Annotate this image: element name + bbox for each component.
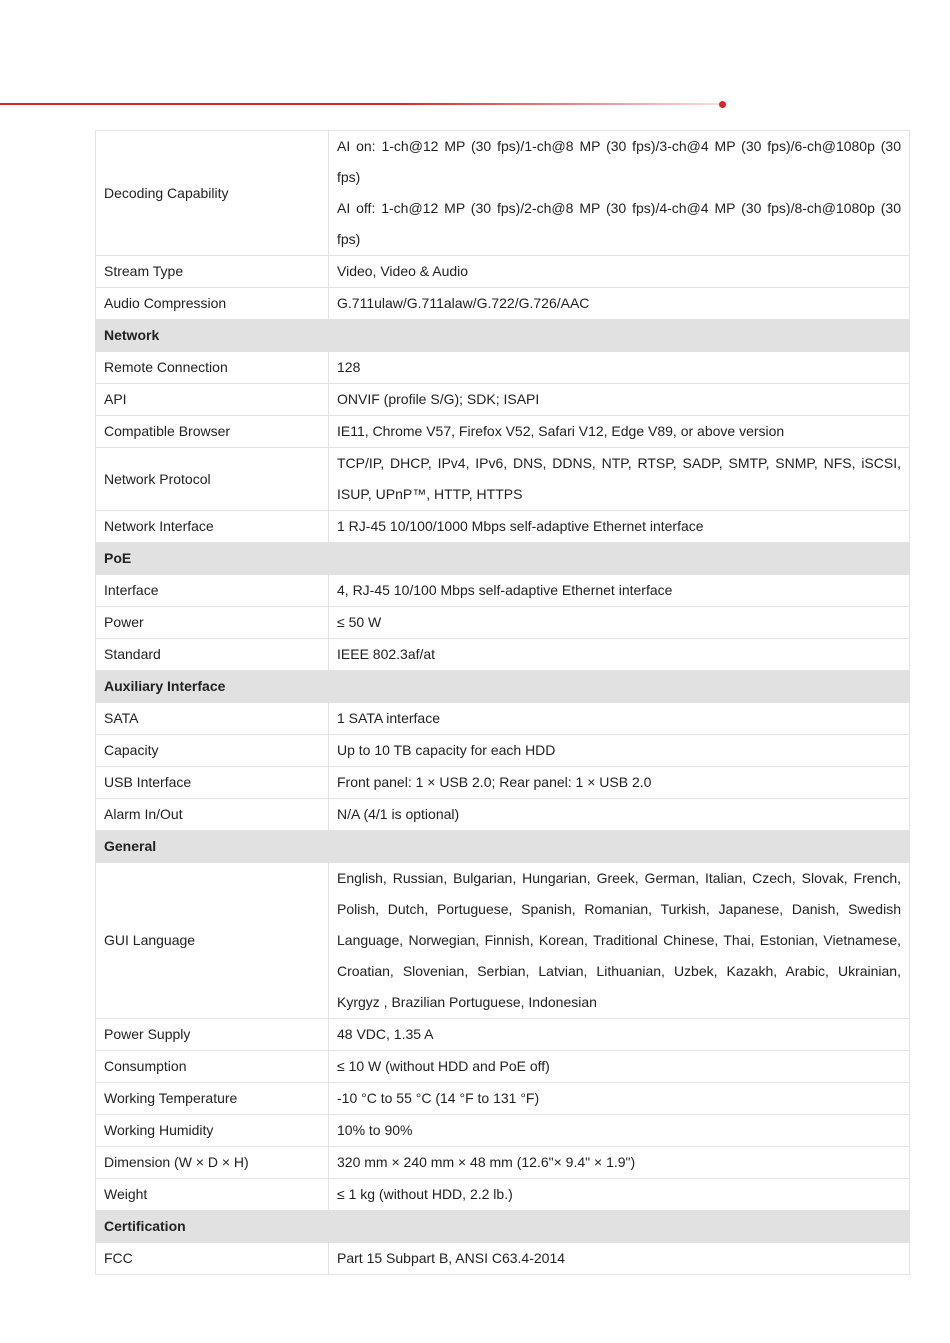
spec-row: [96, 1051, 910, 1083]
spec-row: [96, 448, 910, 511]
spec-value: [329, 735, 910, 767]
spec-label: USB Interface: [96, 767, 329, 799]
spec-value-line: 1 SATA interface: [337, 710, 440, 726]
spec-value: [329, 703, 910, 735]
spec-row: [96, 1179, 910, 1211]
spec-value-line: 1 RJ-45 10/100/1000 Mbps self-adaptive Ethernet interface: [337, 518, 704, 534]
spec-label: Power: [96, 607, 329, 639]
section-header-row: [96, 543, 910, 575]
spec-label: Working Temperature: [96, 1083, 329, 1115]
spec-value-line: ≤ 10 W (without HDD and PoE off): [337, 1058, 550, 1074]
spec-row: [96, 735, 910, 767]
spec-value-line: 128: [337, 359, 361, 375]
spec-value: [329, 863, 910, 1019]
section-filler: [329, 320, 910, 352]
spec-value: [329, 384, 910, 416]
spec-label: Compatible Browser: [96, 416, 329, 448]
spec-row: [96, 607, 910, 639]
spec-value-line: TCP/IP, DHCP, IPv4, IPv6, DNS, DDNS, NTP, RTSP, SADP, SMTP, SNMP, NFS, iSCSI, ISUP, UPnP™, HTTP, HTTPS: [337, 455, 901, 502]
spec-label: Decoding Capability: [96, 131, 329, 256]
spec-row: [96, 767, 910, 799]
spec-label: Network Protocol: [96, 448, 329, 511]
spec-value: [329, 1179, 910, 1211]
spec-value: [329, 131, 910, 256]
specification-table: [95, 130, 910, 1275]
spec-row: [96, 256, 910, 288]
spec-value-line: -10 °C to 55 °C (14 °F to 131 °F): [337, 1090, 540, 1106]
spec-value: [329, 767, 910, 799]
section-header-row: [96, 320, 910, 352]
spec-label: Capacity: [96, 735, 329, 767]
spec-row: [96, 703, 910, 735]
spec-row: [96, 863, 910, 1019]
spec-value-line: AI off: 1-ch@12 MP (30 fps)/2-ch@8 MP (30 fps)/4-ch@4 MP (30 fps)/8-ch@1080p (30 fps): [337, 200, 901, 247]
spec-value: [329, 448, 910, 511]
spec-label: Dimension (W × D × H): [96, 1147, 329, 1179]
spec-row: [96, 1243, 910, 1275]
spec-value-line: G.711ulaw/G.711alaw/G.722/G.726/AAC: [337, 295, 590, 311]
spec-row: [96, 511, 910, 543]
spec-value: [329, 1019, 910, 1051]
section-filler: [329, 831, 910, 863]
section-filler: [329, 543, 910, 575]
spec-row: [96, 1115, 910, 1147]
spec-value-line: ONVIF (profile S/G); SDK; ISAPI: [337, 391, 540, 407]
spec-row: [96, 1147, 910, 1179]
spec-row: [96, 639, 910, 671]
spec-value: [329, 511, 910, 543]
spec-row: [96, 1019, 910, 1051]
spec-value-line: 320 mm × 240 mm × 48 mm (12.6"× 9.4" × 1.9"): [337, 1154, 636, 1170]
spec-label: API: [96, 384, 329, 416]
spec-row: [96, 575, 910, 607]
spec-row: [96, 416, 910, 448]
spec-label: Weight: [96, 1179, 329, 1211]
spec-value-line: ≤ 50 W: [337, 614, 382, 630]
spec-value: [329, 799, 910, 831]
section-filler: [329, 1211, 910, 1243]
spec-label: SATA: [96, 703, 329, 735]
spec-value: [329, 1115, 910, 1147]
spec-row: [96, 131, 910, 256]
spec-label: Stream Type: [96, 256, 329, 288]
header-accent-dot: [719, 101, 726, 108]
spec-value-line: Front panel: 1 × USB 2.0; Rear panel: 1 × USB 2.0: [337, 774, 652, 790]
section-title: Network: [96, 320, 329, 352]
spec-label: Consumption: [96, 1051, 329, 1083]
section-filler: [329, 671, 910, 703]
spec-value-line: N/A (4/1 is optional): [337, 806, 460, 822]
section-title: Auxiliary Interface: [96, 671, 329, 703]
spec-label: Network Interface: [96, 511, 329, 543]
spec-row: [96, 1083, 910, 1115]
section-header-row: [96, 831, 910, 863]
section-title: PoE: [96, 543, 329, 575]
spec-value: [329, 1051, 910, 1083]
spec-row: [96, 799, 910, 831]
spec-label: GUI Language: [96, 863, 329, 1019]
spec-value-line: AI on: 1-ch@12 MP (30 fps)/1-ch@8 MP (30 fps)/3-ch@4 MP (30 fps)/6-ch@1080p (30 fps): [337, 138, 901, 185]
spec-row: [96, 352, 910, 384]
spec-value-line: 48 VDC, 1.35 A: [337, 1026, 434, 1042]
spec-value: [329, 575, 910, 607]
header-accent-line: [0, 103, 722, 105]
spec-value: [329, 639, 910, 671]
spec-label: Remote Connection: [96, 352, 329, 384]
section-header-row: [96, 1211, 910, 1243]
spec-value: [329, 607, 910, 639]
spec-value-line: English, Russian, Bulgarian, Hungarian, Greek, German, Italian, Czech, Slovak, French, Polish, Dutch, Portuguese, Spanish, Romanian, Turkish, Japanese, Danish, Swedish Language, Norwegian, Finnish, Korean, Traditional Chinese, Thai, Estonian, Vietnamese, Croatian, Slovenian, Serbian, Latvian, Lithuanian, Uzbek, Kazakh, Arabic, Ukrainian, Kyrgyz , Brazilian Portuguese, Indonesian: [337, 870, 901, 1010]
spec-label: FCC: [96, 1243, 329, 1275]
spec-value: [329, 256, 910, 288]
spec-value-line: ≤ 1 kg (without HDD, 2.2 lb.): [337, 1186, 513, 1202]
spec-label: Working Humidity: [96, 1115, 329, 1147]
spec-value: [329, 1083, 910, 1115]
spec-label: Audio Compression: [96, 288, 329, 320]
spec-label: Power Supply: [96, 1019, 329, 1051]
spec-value: [329, 288, 910, 320]
spec-value-line: IE11, Chrome V57, Firefox V52, Safari V12, Edge V89, or above version: [337, 423, 785, 439]
spec-value: [329, 1243, 910, 1275]
spec-value: [329, 1147, 910, 1179]
spec-value-line: 10% to 90%: [337, 1122, 413, 1138]
spec-value-line: Up to 10 TB capacity for each HDD: [337, 742, 556, 758]
spec-value: [329, 416, 910, 448]
spec-row: [96, 288, 910, 320]
section-title: General: [96, 831, 329, 863]
section-title: Certification: [96, 1211, 329, 1243]
spec-value-line: 4, RJ-45 10/100 Mbps self-adaptive Ethernet interface: [337, 582, 673, 598]
spec-label: Interface: [96, 575, 329, 607]
section-header-row: [96, 671, 910, 703]
specification-table-body: [96, 131, 910, 1275]
spec-value-line: Part 15 Subpart B, ANSI C63.4-2014: [337, 1250, 566, 1266]
spec-value: [329, 352, 910, 384]
spec-label: Alarm In/Out: [96, 799, 329, 831]
spec-value-line: Video, Video & Audio: [337, 263, 469, 279]
spec-row: [96, 384, 910, 416]
spec-value-line: IEEE 802.3af/at: [337, 646, 436, 662]
spec-label: Standard: [96, 639, 329, 671]
